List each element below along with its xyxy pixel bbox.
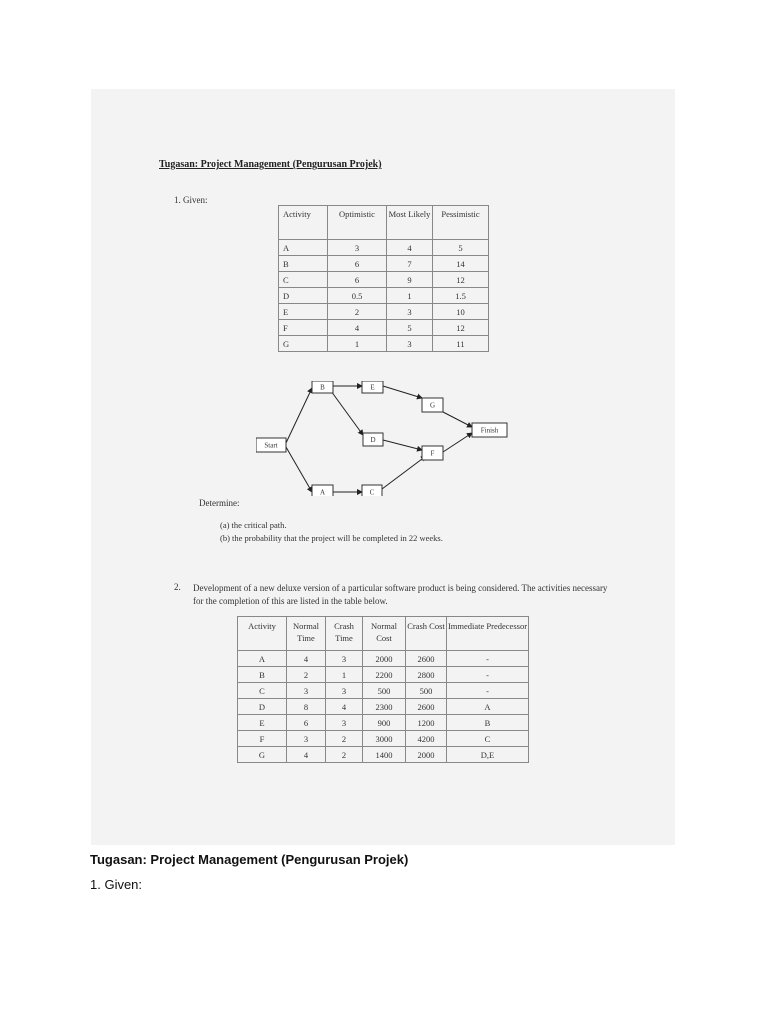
part-a: (a) the critical path. — [220, 520, 287, 530]
table-cell: E — [238, 715, 287, 731]
table-cell: 4 — [287, 651, 326, 667]
scanned-page-image — [91, 89, 675, 845]
q2-crashing-table — [237, 616, 529, 763]
table-cell: A — [447, 699, 529, 715]
node-finish — [472, 423, 507, 437]
col-header: Optimistic — [328, 206, 387, 240]
table-cell: 11 — [433, 336, 489, 352]
table-row — [238, 731, 529, 747]
table-cell: 500 — [363, 683, 406, 699]
table-cell: 5 — [433, 240, 489, 256]
node-a — [312, 485, 333, 496]
table-cell: 12 — [433, 320, 489, 336]
table-cell: 5 — [387, 320, 433, 336]
table-cell: 2300 — [363, 699, 406, 715]
table-cell: 4 — [328, 320, 387, 336]
table-cell: C — [447, 731, 529, 747]
table-cell: 9 — [387, 272, 433, 288]
node-g — [422, 398, 443, 412]
node-label: A — [319, 488, 326, 496]
table-cell: 7 — [387, 256, 433, 272]
project-network-diagram — [256, 381, 556, 496]
node-c — [362, 485, 382, 496]
table-cell: 10 — [433, 304, 489, 320]
table-cell: 6 — [328, 272, 387, 288]
table-cell: 1200 — [406, 715, 447, 731]
table-cell: 3 — [326, 715, 363, 731]
table-cell: C — [279, 272, 328, 288]
col-header: Normal Cost — [363, 617, 406, 651]
node-b — [312, 381, 333, 393]
table-cell: 3 — [326, 651, 363, 667]
table-cell: F — [279, 320, 328, 336]
part-b: (b) the probability that the project will be completed in 22 weeks. — [220, 533, 443, 543]
table-cell: 3 — [328, 240, 387, 256]
table-cell: 1 — [328, 336, 387, 352]
table-cell: B — [447, 715, 529, 731]
table-cell: 8 — [287, 699, 326, 715]
determine-label: Determine: — [199, 498, 240, 508]
table-cell: F — [238, 731, 287, 747]
node-label: B — [320, 383, 325, 392]
table-cell: D,E — [447, 747, 529, 763]
node-e — [362, 381, 383, 393]
q2-description: Development of a new deluxe version of a particular software product is being considered. The activities necessary for the completion of this are listed in the table below. — [193, 583, 608, 606]
table-cell: 2 — [287, 667, 326, 683]
table-cell: 2000 — [363, 651, 406, 667]
table-cell: 2 — [326, 747, 363, 763]
table-cell: 12 — [433, 272, 489, 288]
col-header: Normal Time — [287, 617, 326, 651]
q1-label: 1. Given: — [174, 195, 208, 205]
table-cell: 2600 — [406, 699, 447, 715]
table-cell: A — [279, 240, 328, 256]
table-row — [238, 667, 529, 683]
col-header: Immediate Predecessor — [447, 617, 529, 651]
table-cell: 1.5 — [433, 288, 489, 304]
table-row — [279, 336, 489, 352]
page-given-text: 1. Given: — [90, 877, 143, 892]
q2-number: 2. — [174, 582, 181, 592]
table-cell: 3 — [387, 304, 433, 320]
table-cell: 3 — [387, 336, 433, 352]
table-cell: 500 — [406, 683, 447, 699]
table-cell: 4 — [387, 240, 433, 256]
table-cell: D — [238, 699, 287, 715]
node-d — [363, 433, 383, 446]
table-header-row — [238, 617, 529, 651]
node-label: C — [369, 488, 375, 496]
table-cell: 1 — [326, 667, 363, 683]
table-cell: 2000 — [406, 747, 447, 763]
table-cell: 2 — [328, 304, 387, 320]
col-header: Activity — [279, 206, 328, 240]
table-cell: 3000 — [363, 731, 406, 747]
table-cell: - — [447, 651, 529, 667]
q1-time-estimates-table — [278, 205, 489, 352]
col-header: Activity — [238, 617, 287, 651]
table-cell: A — [238, 651, 287, 667]
table-cell: - — [447, 683, 529, 699]
table-cell: 2200 — [363, 667, 406, 683]
table-row — [279, 272, 489, 288]
table-row — [238, 747, 529, 763]
table-cell: 3 — [287, 683, 326, 699]
node-start — [256, 438, 286, 452]
node-label: G — [429, 401, 436, 410]
table-cell: 3 — [287, 731, 326, 747]
col-header: Crash Time — [326, 617, 363, 651]
node-f — [422, 446, 443, 460]
table-cell: 3 — [326, 683, 363, 699]
page-heading: Tugasan: Project Management (Pengurusan Projek) — [90, 852, 409, 867]
table-cell: 900 — [363, 715, 406, 731]
table-cell: 2600 — [406, 651, 447, 667]
table-header-row — [279, 206, 489, 240]
table-cell: G — [279, 336, 328, 352]
node-label: F — [430, 449, 435, 458]
table-cell: 1 — [387, 288, 433, 304]
col-header: Crash Cost — [406, 617, 447, 651]
node-label: D — [370, 436, 376, 444]
table-cell: 14 — [433, 256, 489, 272]
table-row — [279, 240, 489, 256]
table-cell: 4200 — [406, 731, 447, 747]
table-cell: 2800 — [406, 667, 447, 683]
table-row — [279, 288, 489, 304]
table-cell: 0.5 — [328, 288, 387, 304]
table-cell: E — [279, 304, 328, 320]
table-row — [279, 304, 489, 320]
table-row — [238, 683, 529, 699]
table-cell: 2 — [326, 731, 363, 747]
table-cell: 4 — [287, 747, 326, 763]
table-cell: 6 — [328, 256, 387, 272]
table-row — [238, 699, 529, 715]
table-cell: G — [238, 747, 287, 763]
scan-title: Tugasan: Project Management (Pengurusan Projek) — [159, 159, 382, 170]
col-header: Most Likely — [387, 206, 433, 240]
table-cell: 6 — [287, 715, 326, 731]
node-label: Start — [264, 441, 278, 450]
node-label: E — [370, 383, 375, 392]
table-row — [279, 320, 489, 336]
table-cell: B — [238, 667, 287, 683]
table-cell: - — [447, 667, 529, 683]
node-label: Finish — [480, 426, 499, 435]
table-cell: 4 — [326, 699, 363, 715]
table-row — [238, 651, 529, 667]
table-cell: C — [238, 683, 287, 699]
table-cell: B — [279, 256, 328, 272]
table-cell: 1400 — [363, 747, 406, 763]
table-row — [279, 256, 489, 272]
table-row — [238, 715, 529, 731]
col-header: Pessimistic — [433, 206, 489, 240]
table-cell: D — [279, 288, 328, 304]
